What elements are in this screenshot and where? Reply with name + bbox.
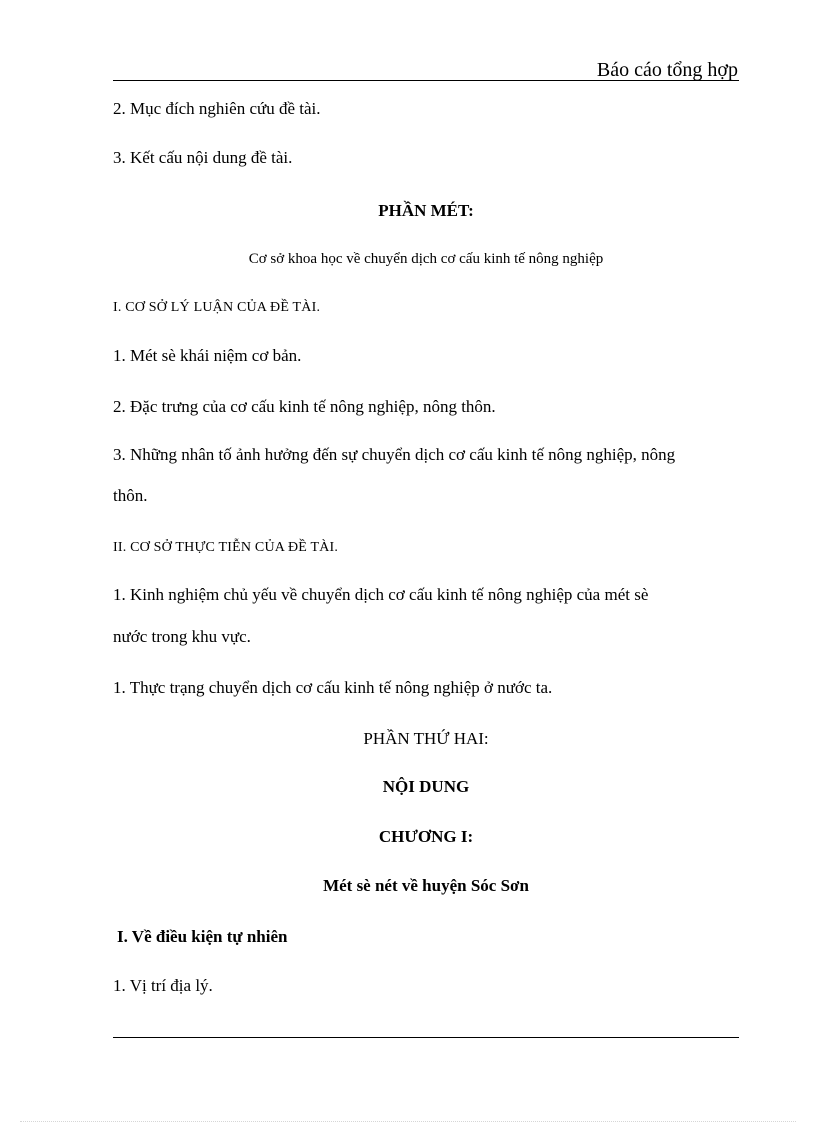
chapter-title: Mét sè nét về huyện Sóc Sơn [323,876,529,895]
text-line-concepts: 1. Mét sè khái niệm cơ bản. [113,346,302,365]
chapter-heading: CHƯƠNG I: [378,827,474,846]
text-line-experience-continued: nước trong khu vực. [113,627,251,646]
text-line-characteristics: 2. Đặc trưng của cơ cấu kinh tế nông nghiệp, nông thôn. [113,397,496,416]
text-line-purpose: 2. Mục đích nghiên cứu đề tài. [113,99,321,118]
page-edge-divider [20,1121,796,1122]
text-line-experience: 1. Kinh nghiệm chủ yếu về chuyển dịch cơ cấu kinh tế nông nghiệp của mét sè [113,585,649,604]
subheading-theory-basis: I. CƠ SỞ LÝ LUẬN CỦA ĐỀ TÀI. [113,300,321,315]
header-rule [113,80,739,81]
section-subtitle-part-one: Cơ sở khoa học về chuyển dịch cơ cấu kinh tế nông nghiệp [248,251,604,267]
page-header-title: Báo cáo tổng hợp [596,59,738,81]
section-heading-part-one: PHẦN MÉT: [378,201,474,220]
text-line-current-state: 1. Thực trạng chuyển dịch cơ cấu kinh tế nông nghiệp ở nước ta. [113,678,553,697]
text-line-factors: 3. Những nhân tố ảnh hưởng đến sự chuyển dịch cơ cấu kinh tế nông nghiệp, nông [113,445,676,464]
text-line-location: 1. Vị trí địa lý. [113,976,213,995]
text-line-factors-continued: thôn. [113,486,148,505]
footer-rule [113,1037,739,1038]
section-heading-part-two: PHẦN THỨ HAI: [363,729,489,748]
subheading-practical-basis: II. CƠ SỞ THỰC TIỄN CỦA ĐỀ TÀI. [113,540,339,555]
subheading-natural-conditions: I. Về điều kiện tự nhiên [117,927,288,946]
text-line-structure: 3. Kết cấu nội dung đề tài. [113,148,293,167]
section-heading-content: NỘI DUNG [382,777,470,796]
